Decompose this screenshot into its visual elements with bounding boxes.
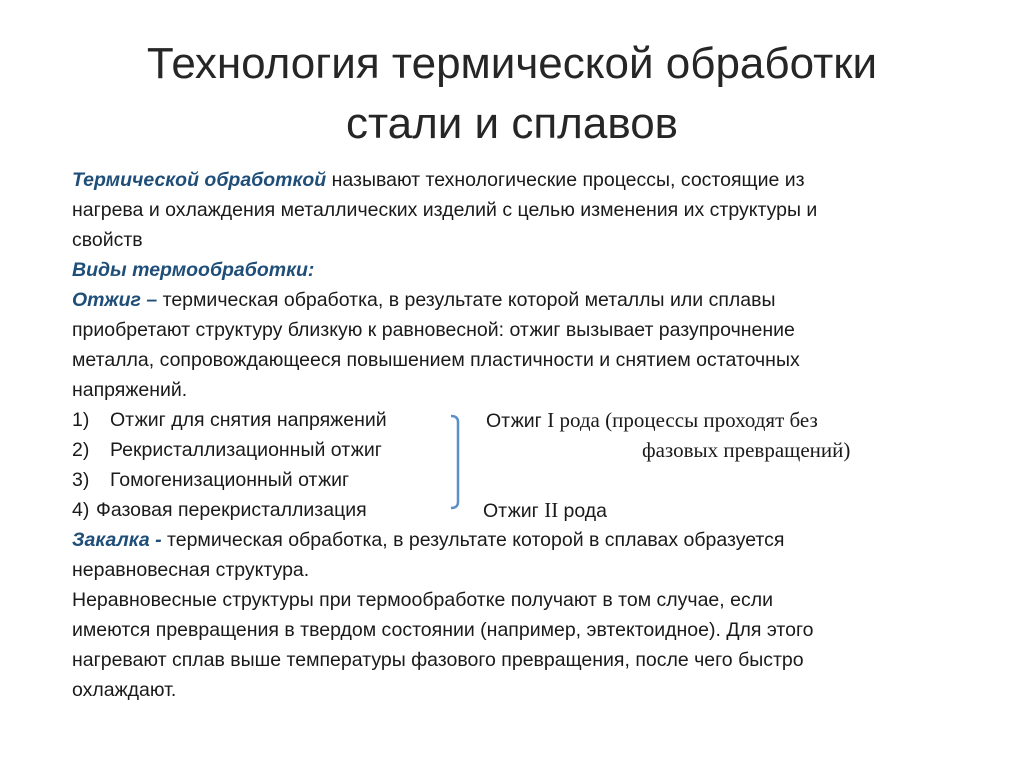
group2-label (483, 495, 607, 526)
title-line-1: Технология термической обработки (146, 39, 878, 88)
list-text: Рекристаллизационный отжиг (110, 439, 382, 461)
group1-label-line-2: фазовых превращений) (642, 438, 851, 462)
group1-prefix: Отжиг (486, 410, 548, 432)
annealing-line-4: напряжений. (72, 379, 188, 401)
list-text: Отжиг для снятия напряжений (110, 409, 387, 431)
title-line-2: стали и сплавов (345, 99, 679, 148)
annealing-line-2: приобретают структуру близкую к равновесной: отжиг вызывает разупрочнение (72, 319, 795, 341)
slide-body (72, 165, 992, 705)
annealing-line-1 (72, 285, 992, 315)
annealing-line-3: металла, сопровождающееся повышением пластичности и снятием остаточных (72, 349, 800, 371)
intro-line-3: свойств (72, 229, 143, 251)
list-number: 1) (72, 409, 90, 431)
list-item (72, 405, 992, 435)
group2-suffix: рода (563, 500, 607, 522)
final-line-4: охлаждают. (72, 679, 177, 701)
final-line-1: Неравновесные структуры при термообработке получают в том случае, если (72, 589, 773, 611)
list-item (72, 465, 992, 495)
group1-label (486, 405, 818, 436)
bracket-path (451, 416, 458, 508)
group1-rest: I рода (процессы проходят без (547, 408, 818, 432)
intro-line-1 (72, 165, 992, 195)
slide-title (0, 34, 1024, 154)
list-text: Гомогенизационный отжиг (110, 469, 350, 491)
group-bracket (450, 414, 464, 510)
quenching-line-2: неравновесная структура. (72, 559, 310, 581)
list-number: 3) (72, 469, 90, 491)
group2-roman: II (544, 498, 564, 522)
quenching-term: Закалка - (72, 529, 162, 551)
types-heading: Виды термообработки: (72, 259, 315, 281)
quenching-text-1: термическая обработка, в результате которой в сплавах образуется (161, 529, 785, 551)
intro-line-2: нагрева и охлаждения металлических изделий с целью изменения их структуры и (72, 199, 818, 221)
annealing-text-1: термическая обработка, в результате которой металлы или сплавы (157, 289, 776, 311)
intro-text-1: называют технологические процессы, состоящие из (326, 169, 805, 191)
group2-prefix: Отжиг (483, 500, 545, 522)
quenching-line-1 (72, 525, 992, 555)
list-number: 4) (72, 499, 90, 521)
annealing-term: Отжиг – (72, 289, 158, 311)
list-item (72, 495, 992, 525)
list-item (72, 435, 992, 465)
list-text: Фазовая перекристаллизация (96, 499, 367, 521)
final-line-2: имеются превращения в твердом состоянии (например, эвтектоидное). Для этого (72, 619, 814, 641)
intro-term: Термической обработкой (72, 169, 327, 191)
list-number: 2) (72, 439, 90, 461)
final-line-3: нагревают сплав выше температуры фазового превращения, после чего быстро (72, 649, 804, 671)
